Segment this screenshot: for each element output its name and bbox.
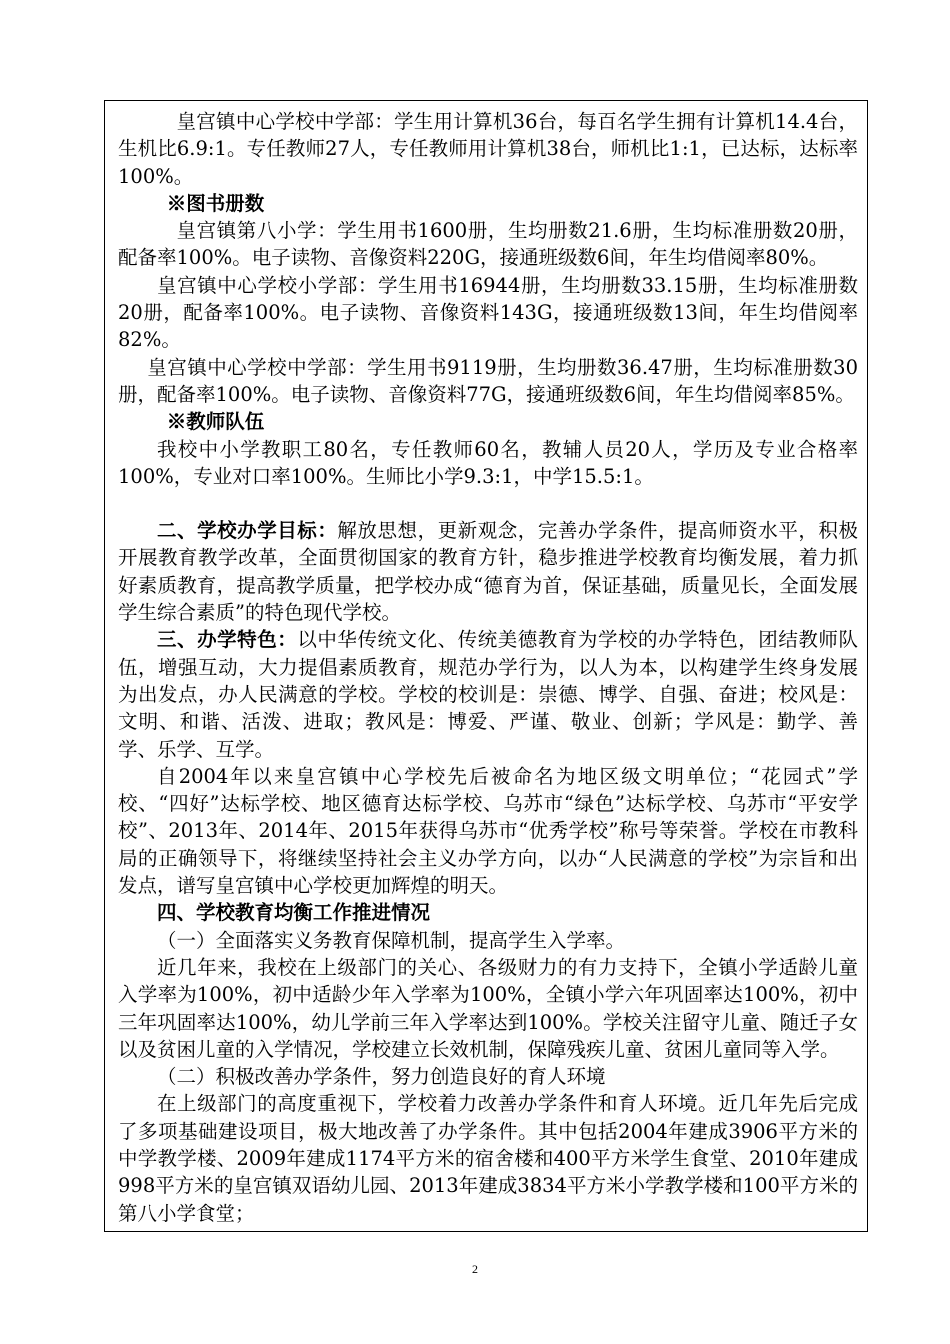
paragraph-text: 四、学校教育均衡工作推进情况 bbox=[157, 901, 431, 925]
paragraph bbox=[118, 408, 858, 435]
blank-line bbox=[118, 490, 858, 517]
paragraph-text: ※教师队伍 bbox=[166, 410, 265, 434]
paragraph-text: （一）全面落实义务教育保障机制，提高学生入学率。 bbox=[157, 928, 626, 952]
paragraph bbox=[118, 217, 858, 272]
paragraph bbox=[118, 436, 858, 491]
paragraph-text: 以中华传统文化、传统美德教育为学校的办学特色，团结教师队伍，增强互动，大力提倡素质教育，规范办学行为，以人为本，以构建学生终身发展为出发点，办人民满意的学校。学校的校训是：崇德、博学、自强、奋进；校风是：文明、和谐、活泼、进取；教风是：博爱、严谨、敬业、创新；学风是：勤学、善学、乐学、互学。 bbox=[118, 628, 858, 761]
paragraph bbox=[118, 1063, 858, 1090]
paragraph bbox=[118, 190, 858, 217]
paragraph bbox=[118, 1090, 858, 1226]
paragraph-text: ※图书册数 bbox=[166, 191, 265, 215]
paragraph-text: 我校中小学教职工80名，专任教师60名，教辅人员20人，学历及专业合格率100%，专业对口率100%。生师比小学9.3:1，中学15.5:1。 bbox=[118, 437, 858, 488]
paragraph-text: （二）积极改善办学条件，努力创造良好的育人环境 bbox=[157, 1065, 606, 1089]
paragraph bbox=[118, 927, 858, 954]
paragraph bbox=[118, 108, 858, 190]
paragraph-text: 皇宫镇中心学校中学部：学生用书9119册，生均册数36.47册，生均标准册数30册，配备率100%。电子读物、音像资料77G，接通班级数6间，年生均借阅率85%。 bbox=[118, 355, 858, 406]
paragraph bbox=[118, 763, 858, 899]
paragraph-text: 解放思想，更新观念，完善办学条件，提高师资水平，积极开展教育教学改革，全面贯彻国家的教育方针，稳步推进学校教育均衡发展，着力抓好素质教育，提高教学质量，把学校办成“德育为首，保证基础，质量见长，全面发展学生综合素质”的特色现代学校。 bbox=[118, 519, 858, 625]
paragraph-text: 自2004年以来皇宫镇中心学校先后被命名为地区级文明单位；“花园式”学校、“四好”达标学校、地区德育达标学校、乌苏市“绿色”达标学校、乌苏市“平安学校”、2013年、2014年、2015年获得乌苏市“优秀学校”称号等荣誉。学校在市教科局的正确领导下，将继续坚持社会主义办学方向，以办“人民满意的学校”为宗旨和出发点，谱写皇宫镇中心学校更加辉煌的明天。 bbox=[118, 764, 858, 898]
document-body bbox=[118, 108, 858, 1227]
paragraph-text: 皇宫镇第八小学：学生用书1600册，生均册数21.6册，生均标准册数20册，配备率100%。电子读物、音像资料220G，接通班级数6间，年生均借阅率80%。 bbox=[118, 219, 858, 270]
paragraph bbox=[118, 272, 858, 354]
paragraph-text: 近几年来，我校在上级部门的关心、各级财力的有力支持下，全镇小学适龄儿童入学率为100%，初中适龄少年入学率为100%，全镇小学六年巩固率达100%，初中三年巩固率达100%，幼儿学前三年入学率达到100%。学校关注留守儿童、随迁子女以及贫困儿童的入学情况，学校建立长效机制，保障残疾儿童、贫困儿童同等入学。 bbox=[118, 955, 858, 1061]
paragraph-text: 在上级部门的高度重视下，学校着力改善办学条件和育人环境。近几年先后完成了多项基础建设项目，极大地改善了办学条件。其中包括2004年建成3906平方米的中学教学楼、2009年建成1174平方米的宿舍楼和400平方米学生食堂、2010年建成998平方米的皇宫镇双语幼儿园、2013年建成3834平方米小学教学楼和100平方米的第八小学食堂； bbox=[118, 1092, 858, 1225]
paragraph bbox=[118, 354, 858, 409]
section-heading: 三、办学特色： bbox=[157, 628, 298, 652]
paragraph bbox=[118, 517, 858, 626]
paragraph bbox=[118, 899, 858, 926]
page-number: 2 bbox=[472, 1262, 478, 1276]
paragraph bbox=[118, 954, 858, 1063]
paragraph-text: 皇宫镇中心学校小学部：学生用书16944册，生均册数33.15册，生均标准册数20册，配备率100%。电子读物、音像资料143G，接通班级数13间，年生均借阅率82%。 bbox=[118, 273, 858, 352]
paragraph bbox=[118, 626, 858, 762]
paragraph-text: 皇宫镇中心学校中学部：学生用计算机36台，每百名学生拥有计算机14.4台，生机比6.9:1。专任教师27人，专任教师用计算机38台，师机比1:1，已达标，达标率100%。 bbox=[118, 110, 858, 188]
section-heading: 二、学校办学目标： bbox=[157, 519, 338, 543]
